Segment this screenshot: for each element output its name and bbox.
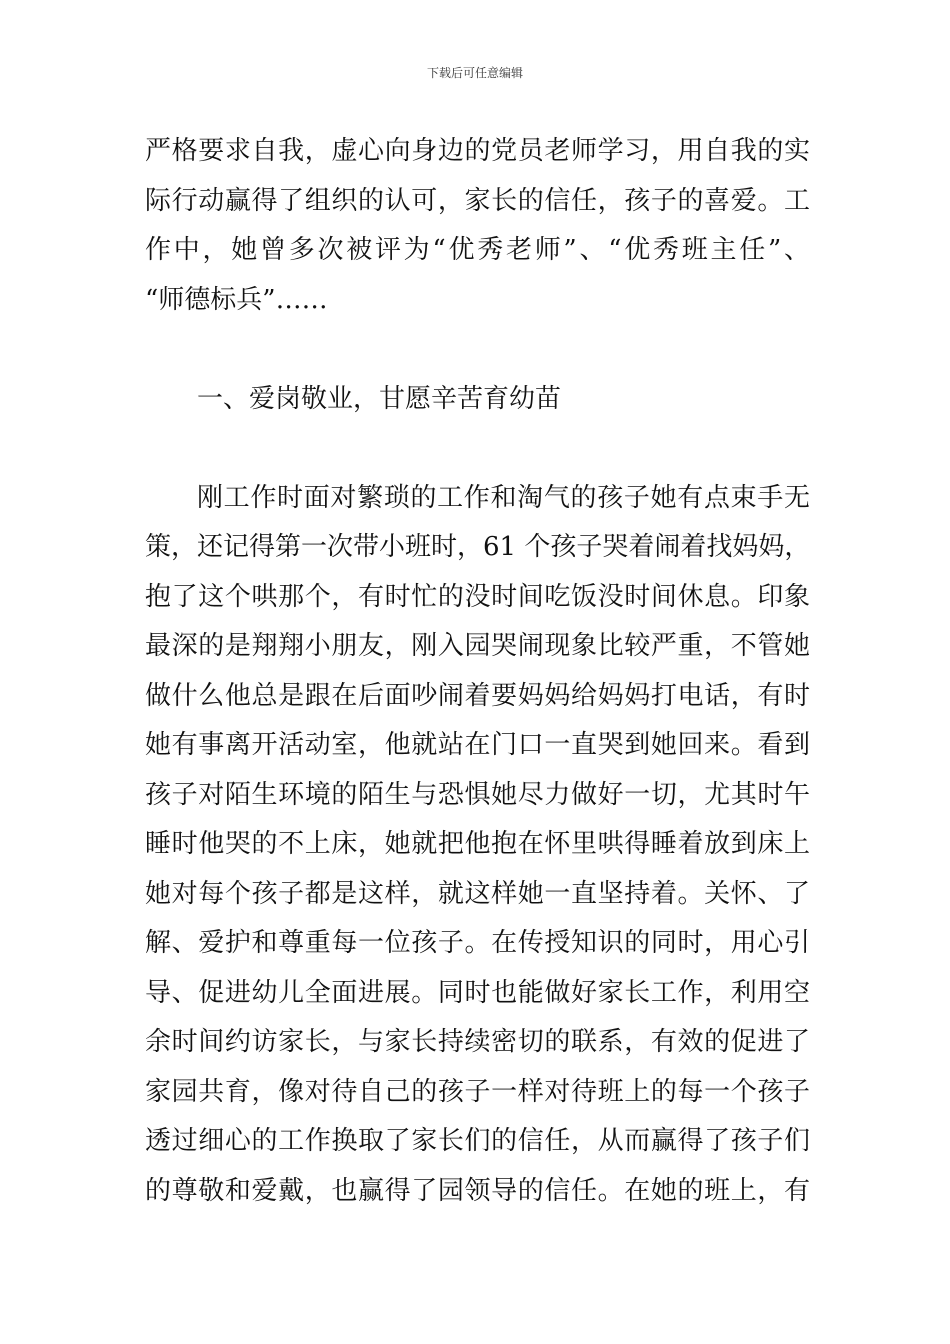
text-line: 刚工作时面对繁琐的工作和淘气的孩子她有点束手无 [197,482,810,513]
text-line: 的尊敬和爱戴，也赢得了园领导的信任。在她的班上，有 [145,1175,810,1206]
document-body [145,127,810,1216]
text-line: 余时间约访家长，与家长持续密切的联系，有效的促进了 [145,1027,810,1057]
page-header: 下载后可任意编辑 [426,66,523,80]
text-line: 睡时他哭的不上床，她就把他抱在怀里哄得睡着放到床上 [145,829,810,859]
text-line: 导、促进幼儿全面进展。同时也能做好家长工作，利用空 [145,977,810,1008]
text-line: 严格要求自我，虚心向身边的党员老师学习，用自我的实 [145,136,810,166]
text-line: 透过细心的工作换取了家长们的信任，从而赢得了孩子们 [145,1126,810,1156]
text-line: 家园共育，像对待自己的孩子一样对待班上的每一个孩子 [145,1076,810,1107]
text-line: 她对每个孩子都是这样，就这样她一直坚持着。关怀、了 [145,878,810,909]
text-line: 最深的是翔翔小朋友，刚入园哭闹现象比较严重，不管她 [145,631,810,661]
paragraph-gap [145,325,810,375]
text-line: 作中，她曾多次被评为“优秀老师”、“优秀班主任”、 [145,235,810,265]
text-line: 策，还记得第一次带小班时，61 个孩子哭着闹着找妈妈， [145,532,811,562]
text-line: 做什么他总是跟在后面吵闹着要妈妈给妈妈打电话，有时 [145,680,810,711]
text-line: 她有事离开活动室，他就站在门口一直哭到她回来。看到 [145,730,810,760]
text-line: 解、爱护和尊重每一位孩子。在传授知识的同时，用心引 [145,928,810,958]
text-line: “师德标兵”…… [145,284,328,315]
text-line: 孩子对陌生环境的陌生与恐惧她尽力做好一切，尤其时午 [145,779,810,810]
paragraph-main [145,474,810,1217]
text-line: 际行动赢得了组织的认可，家长的信任，孩子的喜爱。工 [145,185,810,216]
paragraph-intro [145,127,810,325]
paragraph-gap [145,424,810,474]
section-heading: 一、爱岗敬业，甘愿辛苦育幼苗 [197,383,562,414]
text-line: 抱了这个哄那个，有时忙的没时间吃饭没时间休息。印象 [145,581,810,612]
